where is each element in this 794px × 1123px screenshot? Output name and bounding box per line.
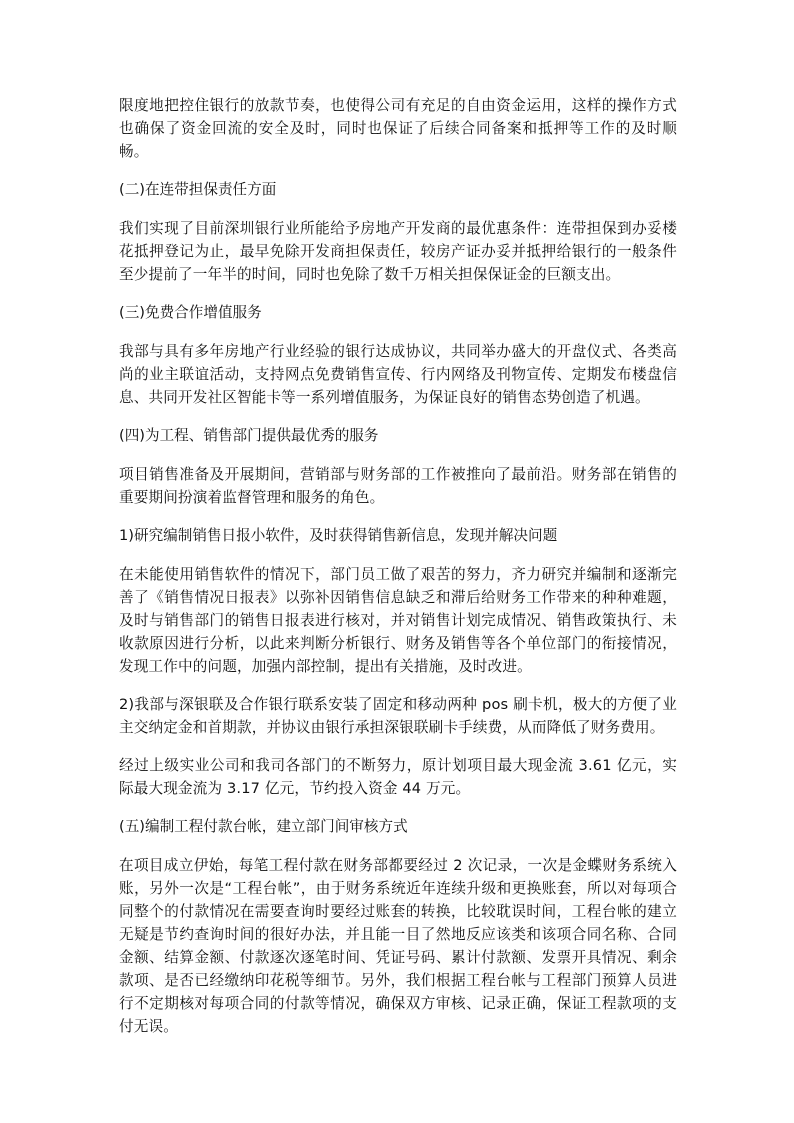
paragraph-value-added: 我部与具有多年房地产行业经验的银行达成协议，共同举办盛大的开盘仪式、各类高尚的业主联谊活动，支持网点免费销售宣传、行内网络及刊物宣传、定期发布楼盘信息、共同开发社区智能卡等一系列增值服务，为保证良好的销售态势创造了机遇。: [119, 343, 677, 406]
paragraph-pos-machines: 2)我部与深银联及合作银行联系安装了固定和移动两种 pos 刷卡机，极大的方便了业主交纳定金和首期款，并协议由银行承担深银联刷卡手续费，从而降低了财务费用。: [119, 696, 677, 736]
section-heading-4: (四)为工程、销售部门提供最优秀的服务: [119, 427, 379, 444]
paragraph-cash-flow: 经过上级实业公司和我司各部门的不断努力，原计划项目最大现金流 3.61 亿元，实际最大现金流为 3.17 亿元，节约投入资金 44 万元。: [119, 757, 677, 797]
paragraph-project-ledger: 在项目成立伊始，每笔工程付款在财务部都要经过 2 次记录，一次是金蝶财务系统入账，另外一次是“工程台帐”，由于财务系统近年连续升级和更换账套，所以对每项合同整个的付款情况在需要查询时要经过账套的转换，比较耽误时间，工程台帐的建立无疑是节约查询时间的很好办法，并且能一目了然地反应该类和该项合同名称、合同金额、结算金额、付款逐次逐笔时间、凭证号码、累计付款额、发票开具情况、剩余款项、是否已经缴纳印花税等细节。另外，我们根据工程台帐与工程部门预算人员进行不定期核对每项合同的付款等情况，确保双方审核、记录正确，保证工程款项的支付无误。: [119, 857, 677, 1035]
section-heading-5: (五)编制工程付款台帐，建立部门间审核方式: [119, 818, 408, 835]
subheading-daily-report: 1)研究编制销售日报小软件，及时获得销售新信息，发现并解决问题: [119, 527, 558, 544]
paragraph-daily-report: 在未能使用销售软件的情况下，部门员工做了艰苦的努力，齐力研究并编制和逐渐完善了《销售情况日报表》以弥补因销售信息缺乏和滞后给财务工作带来的种种难题，及时与销售部门的销售日报表进行核对，并对销售计划完成情况、销售政策执行、未收款原因进行分析，以此来判断分析银行、财务及销售等各个单位部门的衔接情况，发现工作中的问题，加强内部控制，提出有关措施，及时改进。: [119, 566, 677, 675]
paragraph-guarantee: 我们实现了目前深圳银行业所能给予房地产开发商的最优惠条件：连带担保到办妥楼花抵押登记为止，最早免除开发商担保责任，较房产证办妥并抵押给银行的一般条件至少提前了一年半的时间，同时也免除了数千万相关担保保证金的巨额支出。: [119, 220, 677, 283]
section-heading-3: (三)免费合作增值服务: [119, 304, 262, 321]
paragraph-sales-period: 项目销售准备及开展期间，营销部与财务部的工作被推向了最前沿。财务部在销售的重要期间扮演着监督管理和服务的角色。: [119, 466, 677, 506]
section-heading-2: (二)在连带担保责任方面: [119, 181, 277, 198]
document-page: [119, 94, 677, 1038]
paragraph-loan-control: 限度地把控住银行的放款节奏，也使得公司有充足的自由资金运用，这样的操作方式也确保了资金回流的安全及时，同时也保证了后续合同备案和抵押等工作的及时顺畅。: [119, 97, 677, 160]
